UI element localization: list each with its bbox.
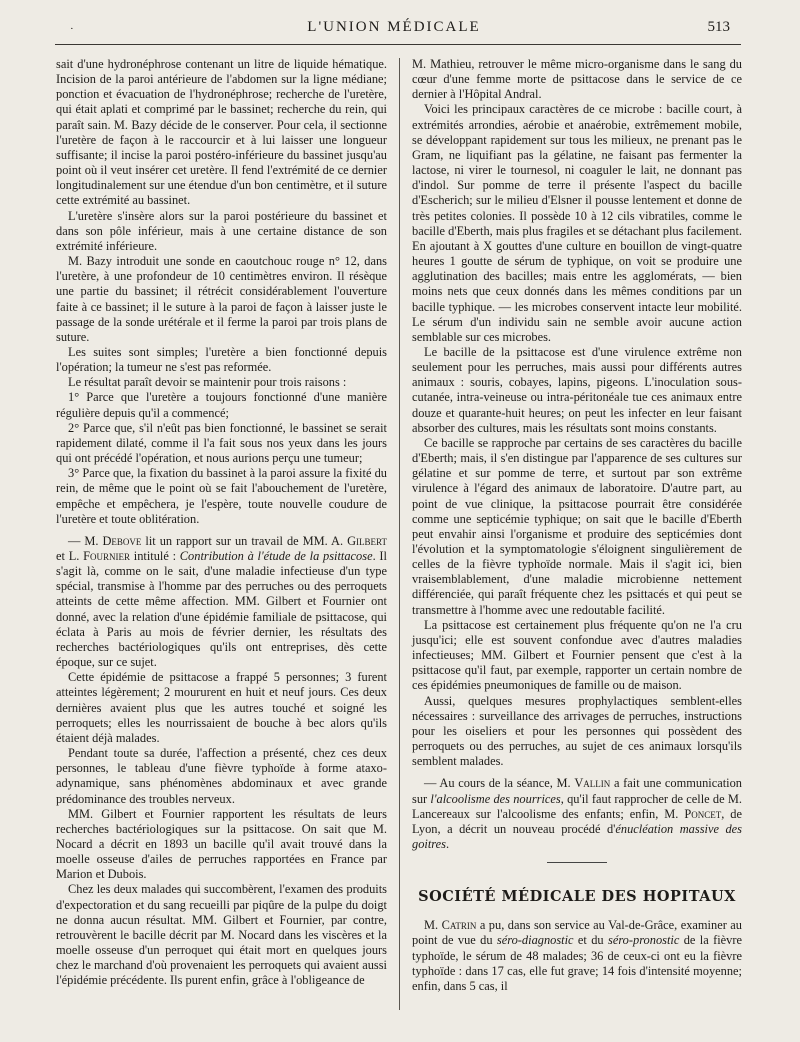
paragraph: L'uretère s'insère alors sur la paroi postérieure du bassinet et dans son pôle inférieur, mais à une certaine distance de son extrémité inférieure. <box>56 208 387 253</box>
work-title: l'alcoolisme des nourrices <box>430 791 561 806</box>
paragraph <box>56 534 387 670</box>
paragraph: Ce bacille se rapproche par certains de ses caractères du bacille d'Eberth; mais, il s'en distingue par l'apparence de ses cultures sur gélatine et sur pomme de terre, et surtout par son extrême virulence à l'égard des animaux de laboratoire. D'autre part, au point de vue clinique, la psittacose pourrait être considérée comme une septicémie typhique; on sait que le bacille d'Eberth peut envahir ainsi l'organisme et produire des septicémies dont l'évolution et la symptomatologie s'éloignent singulièrement de celles de la fièvre typhoïde normale. Mais il s'agit ici, bien vraisemblablement, d'une maladie microbienne nettement différenciée, qui paraît fréquente chez les psittacés et qui peut se transmettre à l'homme avec une redoutable facilité. <box>412 435 742 617</box>
term: séro-diagnostic <box>496 933 574 948</box>
author-name: Gilbert <box>347 533 387 548</box>
right-column <box>412 57 742 994</box>
paragraph: M. Bazy introduit une sonde en caoutchouc rouge n° 12, dans l'uretère, à une profondeur de 10 centimètres environ. Il résèque une partie du bassinet; il rétrécit considérablement l'ouverture faite à ce bassinet; il le suture à la paroi de façon à laisser juste le passage de la sonde urétérale et il ferme la paroi par trois plans de suture. <box>56 254 387 344</box>
paragraph: Voici les principaux caractères de ce microbe : bacille court, à extrémités arrondies, aérobie et anaérobie, extrêmement mobile, se développant rapidement sur tous les milieux, ne prenant pas le Gram, ne liquifiant pas la gélatine, ne faisant pas fermenter la lactose, ni virer le tournesol, ni coaguler le lait, ne donnant pas d'indol. Sur pomme de terre il présente l'aspect du bacille d'Escherich; sur le milieu d'Elsner il pousse lentement et donne de très petites colonies. Il possède 10 à 12 cils vibratiles, comme le bacille d'Eberth, mais plus fragiles et se détachant plus facilement. En ajoutant à X gouttes d'une culture en bouillon de vingt-quatre heures 1 goutte de sérum de typhique, on voit se produire une agglutination des bacilles; mais entre les agglomérats, — bien moins nets que ceux donnés dans les mêmes conditions par un bacille typhique. — les microbes conservent intacte leur mobilité. Le sérum d'un individu sain ne semble avoir aucune action semblable sur ces microbes. <box>412 102 742 344</box>
paragraph: Aussi, quelques mesures prophylactiques semblent-elles nécessaires : surveillance des arrivages de perruches, instructions pour les oiseliers et pour les personnes qui possèdent des perroquets ou des perruches, au sujet de ces animaux lorsqu'ils semblent malades. <box>412 693 742 769</box>
author-name: Poncet <box>684 806 722 821</box>
text-run: — Au cours de la séance, M. <box>424 776 575 791</box>
term: séro-pronostic <box>608 933 680 948</box>
paragraph: 1° Parce que l'uretère a toujours fonctionné d'une manière régulière depuis qu'il a commencé; <box>56 390 387 420</box>
text-run: . <box>445 836 450 851</box>
author-name: Debove <box>102 533 142 548</box>
running-header <box>58 17 730 39</box>
paragraph: Cette épidémie de psittacose a frappé 5 personnes; 3 furent atteintes légèrement; 2 moururent en huit et neuf jours. Ces deux dernières avaient plus que les autres touché et soigné les perroquets; elles les nourrissaient de bouche à bec alors qu'ils étaient déjà malades. <box>56 670 387 745</box>
paragraph <box>412 776 742 852</box>
header-rule <box>55 44 741 45</box>
paragraph: Les suites sont simples; l'uretère a bien fonctionné depuis l'opération; la tumeur ne s'est pas reformée. <box>56 344 387 375</box>
column-divider <box>399 58 400 1010</box>
paragraph: Chez les deux malades qui succombèrent, l'examen des produits d'expectoration et du sang recueilli par piqûre de la pulpe du doigt ne donna aucun résultat. MM. Gilbert et Fournier, par contre, retrouvèrent le bacille décrit par M. Nocard dans les viscères et la moelle osseuse d'un perroquet qui était mort en quelques jours chez le marchand d'où provenaient les perroquets qui avaient aussi l'épidémie précédente. Ils purent enfin, grâce à l'obligeance de <box>56 882 387 988</box>
text-run: et du <box>573 933 608 948</box>
text-run: , qu'il faut rapprocher de celle de M. Lancereaux sur l'alcoolisme des enfants; enfin, M. <box>412 791 742 821</box>
header-mark: · <box>70 23 74 35</box>
text-run: et L. <box>56 549 84 563</box>
paragraph: Pendant toute sa durée, l'affection a présenté, chez ces deux personnes, le tableau d'une fièvre typhoïde à forme ataxo-adynamique, sans phénomènes abdominaux et avec grande prédominance des troubles nerveux. <box>56 746 387 806</box>
text-run: — M. <box>68 533 103 548</box>
text-run: a pu, dans son service au Val-de-Grâce, examiner au point de vue du <box>412 918 742 948</box>
text-run: intitulé : <box>130 549 180 563</box>
author-name: Vallin <box>574 776 611 791</box>
text-run: de la fièvre typhoïde, le sérum de 48 malades; 36 de ceux-ci ont eu la fièvre typhoïde : dans 17 cas, elle fut grave; 14 fois d'intensité moyenne; enfin, dans 5 cas, il <box>412 933 742 993</box>
paragraph: MM. Gilbert et Fournier rapportent les résultats de leurs recherches bactériologiques sur la psittacose. On sait que M. Nocard a décrit en 1893 un bacille qu'il avait trouvé dans la moelle osseuse d'ailes de perruches rapportées en France par Marion et Dubois. <box>56 806 387 882</box>
paragraph: Le bacille de la psittacose est d'une virulence extrême non seulement pour les perruches, mais aussi pour différents autres animaux : souris, cobayes, lapins, pigeons. L'inoculation sous-cutanée, intra-veineuse ou intra-péritonéale tue ces animaux entre douze et quarante-huit heures; on peut les infecter en leur faisant absorber des cultures, mais les résultats sont moins constants. <box>412 344 742 435</box>
paragraph: Le résultat paraît devoir se maintenir pour trois raisons : <box>68 375 347 390</box>
text-run: a fait une communication sur <box>412 776 742 806</box>
paragraph: M. Mathieu, retrouver le même micro-organisme dans le sang du cœur d'une femme morte de psittacose dans le service de ce dernier à l'Hôpital Andral. <box>412 57 742 102</box>
work-title: Contribution à l'étude de la psittacose <box>179 549 373 563</box>
left-column <box>56 57 387 989</box>
paragraph: sait d'une hydronéphrose contenant un litre de liquide hématique. Incision de la paroi antérieure de l'abdomen sur la ligne médiane; ponction et évacuation de l'hydronéphrose; recherche de l'uretère, qui était aplati et comprimé par le bassinet; recherche du rein, qui paraît sain. M. Bazy décide de le conserver. Pour cela, il sectionne l'uretère de façon à le raccourcir et à lui laisser une longueur suffisante; il incise la paroi postéro-inférieure du bassinet jusqu'au point où il veut insérer cet uretère. Il fend l'extrémité de ce dernier longitudinalement sur une étendue d'un bon centimètre, et il suture cette extrémité au bassinet. <box>56 57 387 208</box>
text-run: M. <box>424 918 442 933</box>
paragraph: La psittacose est certainement plus fréquente qu'on ne l'a cru jusqu'ici; elle est souvent confondue avec d'autres maladies infectieuses; MM. Gilbert et Fournier pensent que c'est à la psittacose qu'il faut, par exemple, rapporter un certain nombre de ces épidémies pneumoniques de famille ou de maison. <box>412 617 742 693</box>
page-number: 513 <box>707 19 730 35</box>
text-run: , de Lyon, a décrit un nouveau procédé d' <box>412 806 742 836</box>
work-title: énucléation massive des goitres <box>412 821 742 851</box>
paragraph <box>412 918 742 994</box>
journal-title: L'UNION MÉDICALE <box>307 19 481 35</box>
text-run: lit un rapport sur un travail de MM. A. <box>141 533 348 548</box>
author-name: Catrin <box>441 918 477 933</box>
section-rule <box>547 862 607 863</box>
paragraph: 3° Parce que, la fixation du bassinet à la paroi assure la fixité du rein, de même que le point où se fait l'abouchement de l'uretère, empêche et empêchera, je l'espère, toute nouvelle coudure de l'uretère et toute oblitération. <box>56 466 387 526</box>
author-name: Fournier <box>83 549 130 563</box>
text-run: . Il s'agit là, comme on le sait, d'une maladie infectieuse d'un type spécial, transmise à l'homme par des perruches ou des perroquets atteints de cette même affection. MM. Gilbert et Fournier ont donné, avec la relation d'une épidémie familiale de psittacose, qui éclata à Paris au mois de février dernier, les résultats des recherches bactériologiques qu'ils ont entreprises, dès cette époque, sur ce sujet. <box>56 549 387 670</box>
paragraph: 2° Parce que, s'il n'eût pas bien fonctionné, le bassinet se serait rapidement dilaté, comme il l'a fait sous nos yeux dans les jours qui ont précédé l'opération, et nous aurions perçu une tumeur; <box>56 420 387 466</box>
section-heading: SOCIÉTÉ MÉDICALE DES HOPITAUX <box>418 888 736 906</box>
